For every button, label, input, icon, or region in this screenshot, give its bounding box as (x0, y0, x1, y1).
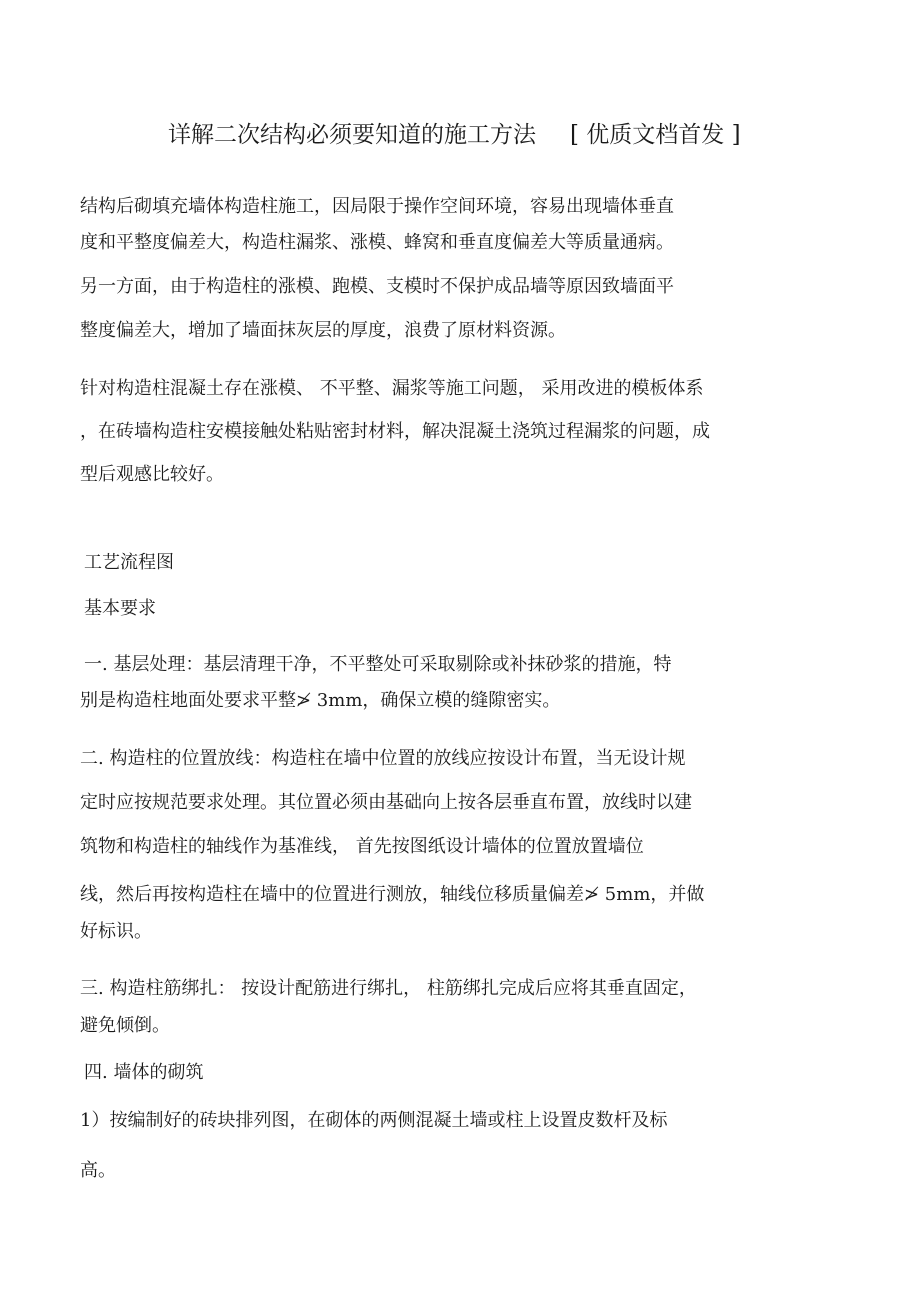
section-3 (80, 972, 850, 1043)
section-2-line: 定时应按规范要求处理。其位置必须由基础向上按各层垂直布置，放线时以建 (80, 792, 692, 813)
title-main: 详解二次结构必须要知道的施工方法 (168, 122, 536, 148)
section-1-line: 一. 基层处理：基层清理干净，不平整处可采取剔除或补抹砂浆的措施，特 (84, 654, 672, 675)
section-4-item-1-line: 高。 (80, 1160, 116, 1181)
intro-line: 度和平整度偏差大，构造柱漏浆、涨模、蜂窝和垂直度偏差大等质量通病。 (80, 232, 674, 253)
solution-line: 针对构造柱混凝土存在涨模、 不平整、漏浆等施工问题， 采用改进的模板体系 (80, 378, 704, 399)
section-2-line: 线，然后再按构造柱在墙中的位置进行测放，轴线位移质量偏差≯ 5mm，并做 (80, 884, 705, 905)
flowchart-heading: 工艺流程图 (84, 552, 174, 573)
section-4-item-1-line: 1）按编制好的砖块排列图，在砌体的两侧混凝土墙或柱上设置皮数杆及标 (80, 1110, 668, 1131)
intro-line: 另一方面，由于构造柱的涨模、跑模、支模时不保护成品墙等原因致墙面平 (80, 276, 674, 297)
section-2-line: 好标识。 (80, 921, 152, 942)
section-4-heading: 四. 墙体的砌筑 (84, 1062, 204, 1083)
basic-requirements-heading: 基本要求 (84, 598, 156, 619)
section-2-line: 筑物和构造柱的轴线作为基准线， 首先按图纸设计墙体的位置放置墙位 (80, 836, 644, 857)
section-3-line: 避免倾倒。 (80, 1015, 170, 1036)
section-1 (80, 648, 854, 718)
section-2-continued (80, 878, 850, 949)
intro-paragraph (80, 190, 850, 348)
section-1-line: 别是构造柱地面处要求平整≯ 3mm，确保立模的缝隙密实。 (80, 690, 561, 711)
intro-line: 整度偏差大，增加了墙面抹灰层的厚度，浪费了原材料资源。 (80, 320, 566, 341)
section-4-item-1 (80, 1104, 850, 1188)
section-3-line: 三. 构造柱筋绑扎： 按设计配筋进行绑扎， 柱筋绑扎完成后应将其垂直固定， (80, 978, 697, 999)
title-suffix: [ 优质文档首发 ] (570, 122, 741, 148)
intro-line: 结构后砌填充墙体构造柱施工，因局限于操作空间环境，容易出现墙体垂直 (80, 196, 674, 217)
section-2-line: 二. 构造柱的位置放线：构造柱在墙中位置的放线应按设计布置，当无设计规 (80, 748, 686, 769)
document-title (168, 118, 888, 152)
solution-paragraph (80, 372, 850, 492)
solution-line: 型后观感比较好。 (80, 464, 224, 485)
solution-line: ，在砖墙构造柱安模接触处粘贴密封材料，解决混凝土浇筑过程漏浆的问题，成 (80, 421, 710, 442)
section-2 (80, 742, 850, 864)
